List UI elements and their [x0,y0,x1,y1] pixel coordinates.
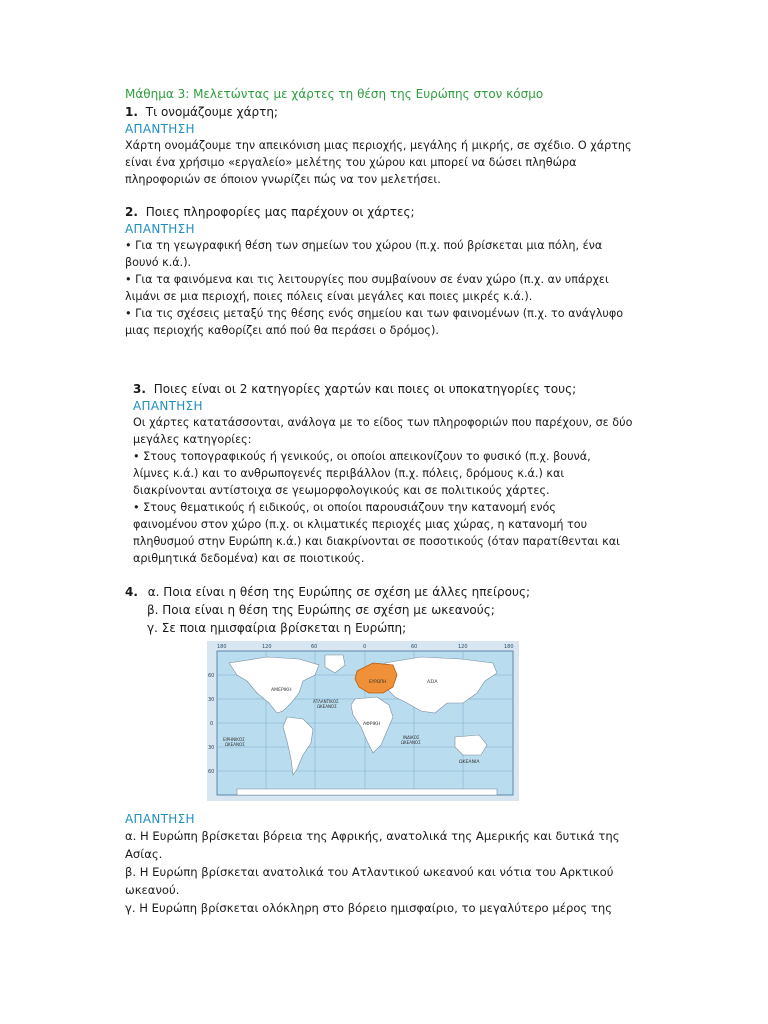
label-europe: ΕΥΡΩΠΗ [369,679,387,684]
answer-line: μεγάλες κατηγορίες: [133,433,252,446]
tick-top: 0 [363,644,367,650]
question-text: Ποιες πληροφορίες μας παρέχουν οι χάρτες; [145,205,415,219]
answer-line: πληροφοριών σε όποιον γνωρίζει πώς να τον μελετήσει. [125,173,441,186]
antarctica-shape [237,789,497,795]
label-atlantic: ΩΚΕΑΝΟΣ [317,704,337,709]
label-atlantic: ΑΤΛΑΝΤΙΚΟΣ [313,699,339,704]
answer-label: ΑΠΑΝΤΗΣΗ [125,222,195,236]
answer-line: ωκεανού. [125,883,180,897]
question-part: α. Ποια είναι η θέση της Ευρώπης σε σχέση με άλλες ηπείρους; [147,585,531,599]
question-number: 1. [125,105,138,119]
answer-line: • Στους θεματικούς ή ειδικούς, οι οποίοι παρουσιάζουν την κατανομή ενός [133,501,556,514]
tick-left: 0 [210,721,214,727]
label-indian: ΩΚΕΑΝΟΣ [401,740,421,745]
tick-top: 180 [504,644,514,650]
question-text: Ποιες είναι οι 2 κατηγορίες χαρτών και ποιες οι υποκατηγορίες τους; [153,382,577,396]
answer-label: ΑΠΑΝΤΗΣΗ [133,399,203,413]
answer-line: φαινομένου στον χώρο (π.χ. οι κλιματικές περιοχές μιας χώρας, η κατανομή του [133,518,588,531]
question-part: γ. Σε ποια ημισφαίρια βρίσκεται η Ευρώπη; [147,621,407,635]
answer-line: είναι ένα χρήσιμο «εργαλείο» μελέτης του χώρου και μπορεί να δώσει πληθώρα [125,156,577,169]
tick-left: 60 [208,769,215,775]
lesson-title: Μάθημα 3: Μελετώντας με χάρτες τη θέση της Ευρώπης στον κόσμο [125,87,544,101]
tick-top: 60 [311,644,318,650]
tick-top: 180 [217,644,227,650]
label-america: ΑΜΕΡΙΚΗ [271,688,292,693]
answer-line: • Για τα φαινόμενα και τις λειτουργίες που συμβαίνουν σε έναν χώρο (π.χ. αν υπάρχει [125,273,609,286]
document [125,86,653,917]
label-oceania: ΩΚΕΑΝΙΑ [459,760,480,765]
label-asia: ΑΣΙΑ [427,680,438,685]
question-number: 4. [125,585,138,599]
label-africa: ΑΦΡΙΚΗ [363,722,381,727]
tick-left: 60 [208,673,215,679]
question-number: 3. [133,382,146,396]
question-1 [125,104,653,121]
tick-top: 120 [458,644,468,650]
answer-label: ΑΠΑΝΤΗΣΗ [125,122,195,136]
answer-line: γ. Η Ευρώπη βρίσκεται ολόκληρη στο βόρειο ημισφαίριο, το μεγαλύτερο μέρος της [125,901,613,915]
label-pacific: ΕΙΡΗΝΙΚΟΣ [223,737,245,742]
label-pacific: ΩΚΕΑΝΟΣ [225,742,245,747]
answer-line: διακρίνονται αντίστοιχα σε γεωμορφολογικούς και σε πολιτικούς χάρτες. [133,484,550,497]
question-3-block [125,381,653,567]
question-4a [125,583,653,601]
question-2 [125,204,653,221]
answer-line: • Για τις σχέσεις μεταξύ της θέσης ενός σημείου και των φαινομένων (π.χ. το ανάγλυφο [125,307,624,320]
question-2-block [125,204,653,339]
question-4-block [125,583,653,917]
question-3 [133,381,653,398]
question-part: β. Ποια είναι η θέση της Ευρώπης σε σχέση με ωκεανούς; [147,603,495,617]
answer-line: βουνό κ.ά.). [125,256,192,269]
answer-line: λίμνες κ.ά.) και το ανθρωπογενές περιβάλλον (π.χ. πόλεις, δρόμους κ.ά.) και [133,467,565,480]
tick-left: 30 [208,697,215,703]
tick-top: 120 [262,644,272,650]
answer-line: β. Η Ευρώπη βρίσκεται ανατολικά του Ατλαντικού ωκεανού και νότια του Αρκτικού [125,865,614,879]
answer-label: ΑΠΑΝΤΗΣΗ [125,812,195,826]
answer-line: • Για τη γεωγραφική θέση των σημείων του χώρου (π.χ. πού βρίσκεται μια πόλη, ένα [125,239,603,252]
tick-left: 30 [208,745,215,751]
answer-line: λιμάνι σε μια περιοχή, ποιες πόλεις είναι μεγάλες και ποιες μικρές κ.ά.). [125,290,533,303]
question-4c [125,619,653,637]
answer-line: • Στους τοπογραφικούς ή γενικούς, οι οποίοι απεικονίζουν το φυσικό (π.χ. βουνά, [133,450,591,463]
question-number: 2. [125,205,138,219]
answer-line: μιας περιοχής καθορίζει από πού θα περάσει ο δρόμος). [125,324,439,337]
answer-line: Χάρτη ονομάζουμε την απεικόνιση μιας περιοχής, μεγάλης ή μικρής, σε σχέδιο. Ο χάρτης [125,139,632,152]
world-map [207,641,519,801]
question-1-block [125,104,653,188]
question-4b [125,601,653,619]
tick-top: 60 [411,644,418,650]
answer-line: πληθυσμού στην Ευρώπη κ.ά.) και διακρίνονται σε ποσοτικούς (όταν παρατίθενται και [133,535,620,548]
label-indian: ΙΝΔΙΚΟΣ [403,735,420,740]
world-map-svg [207,641,519,801]
answer-line: α. Η Ευρώπη βρίσκεται βόρεια της Αφρικής, ανατολικά της Αμερικής και δυτικά της [125,829,620,843]
answer-line: Ασίας. [125,847,163,861]
answer-line: αριθμητικά δεδομένα) και σε ποιοτικούς. [133,552,365,565]
answer-line: Οι χάρτες κατατάσσονται, ανάλογα με το είδος των πληροφοριών που παρέχουν, σε δύο [133,416,633,429]
question-text: Τι ονομάζουμε χάρτη; [145,105,278,119]
